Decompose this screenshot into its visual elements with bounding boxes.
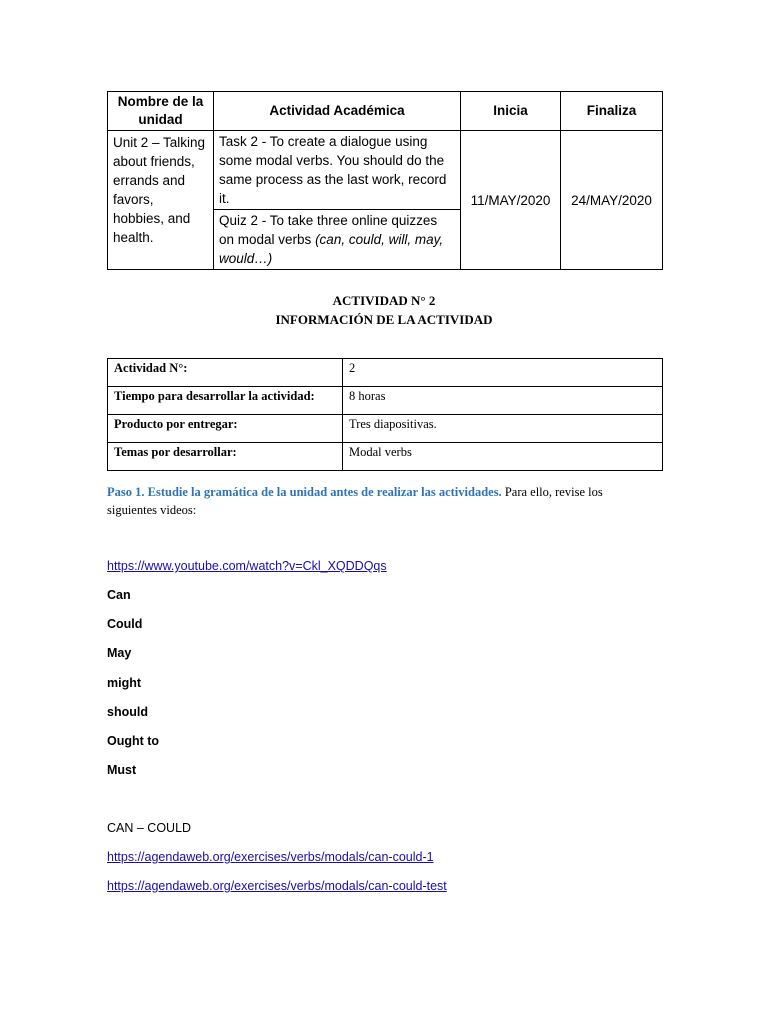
- info-value: 2: [343, 359, 663, 387]
- step-1-paragraph: [107, 483, 652, 519]
- step-1-rest: Para ello, revise los siguientes videos:: [107, 485, 603, 517]
- header-start: Inicia: [461, 92, 561, 131]
- activity-heading: ACTIVIDAD N° 2: [332, 293, 436, 308]
- info-label: Producto por entregar:: [108, 415, 343, 443]
- step-1-highlight: Paso 1. Estudie la gramática de la unidad antes de realizar las actividades.: [107, 485, 502, 499]
- modal-could: Could: [107, 617, 143, 631]
- can-could-test-link[interactable]: https://agendaweb.org/exercises/verbs/modals/can-could-test: [107, 879, 447, 893]
- modal-may: May: [107, 646, 132, 660]
- header-unit-name: Nombre de la unidad: [108, 92, 214, 131]
- info-value: 8 horas: [343, 387, 663, 415]
- unit-name-cell: Unit 2 – Talking about friends, errands and favors, hobbies, and health.: [108, 131, 214, 270]
- info-value: Tres diapositivas.: [343, 415, 663, 443]
- info-value: Modal verbs: [343, 443, 663, 471]
- can-could-label: CAN – COULD: [107, 821, 192, 835]
- info-label: Temas por desarrollar:: [108, 443, 343, 471]
- quiz-modals-italic: (can, could, will, may, would…): [219, 232, 444, 266]
- table-row: [108, 443, 663, 471]
- modal-can: Can: [107, 588, 131, 602]
- activity-info-table: [107, 358, 663, 471]
- header-activity: Actividad Académica: [214, 92, 461, 131]
- activity-info-heading: INFORMACIÓN DE LA ACTIVIDAD: [275, 312, 493, 327]
- end-date-cell: 24/MAY/2020: [561, 131, 663, 270]
- modal-should: should: [107, 705, 148, 719]
- youtube-link[interactable]: https://www.youtube.com/watch?v=Ckl_XQDDQqs: [107, 559, 387, 573]
- info-label: Tiempo para desarrollar la actividad:: [108, 387, 343, 415]
- start-date-cell: 11/MAY/2020: [461, 131, 561, 270]
- can-could-1-link[interactable]: https://agendaweb.org/exercises/verbs/modals/can-could-1: [107, 850, 434, 864]
- modal-ought-to: Ought to: [107, 734, 160, 748]
- table-header-row: [108, 92, 663, 131]
- modal-must: Must: [107, 763, 137, 777]
- header-end: Finaliza: [561, 92, 663, 131]
- table-row: [108, 415, 663, 443]
- quiz-text: Quiz 2 - To take three online quizzes on modal verbs: [219, 213, 438, 247]
- modal-might: might: [107, 676, 142, 690]
- quiz-cell: [214, 210, 461, 270]
- table-row: [108, 359, 663, 387]
- table-row: [108, 387, 663, 415]
- info-label: Actividad N°:: [108, 359, 343, 387]
- table-row: [108, 131, 663, 210]
- unit-schedule-table: [107, 91, 663, 270]
- task-cell: Task 2 - To create a dialogue using some modal verbs. You should do the same process as the last work, record it.: [214, 131, 461, 210]
